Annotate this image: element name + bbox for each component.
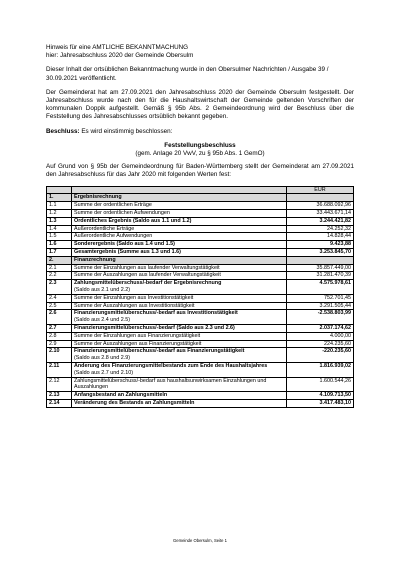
row-label: Außerordentliche Aufwendungen: [74, 233, 153, 240]
row-sublabel: (Saldo aus 2.1 und 2.2): [74, 287, 131, 293]
row-label: Summe der ordentlichen Aufwendungen: [74, 210, 170, 217]
row-label: Finanzierungsmittelüberschuss/-bedarf aus Finanzierungstätigkeit: [74, 348, 245, 355]
table-row: [47, 302, 354, 310]
row-number: 2.4: [47, 294, 72, 302]
table-row: [47, 210, 354, 218]
row-number: 1.2: [47, 210, 72, 218]
row-label-cell: [72, 392, 287, 400]
row-label-cell: [72, 377, 287, 392]
row-label: Gesamtergebnis (Summe aus 1.3 und 1.6): [74, 249, 181, 256]
row-sublabel: (Saldo aus 2.4 und 2.5): [74, 317, 131, 324]
row-number: 2.13: [47, 392, 72, 400]
table-row: [47, 310, 354, 325]
row-label: Summe der Auszahlungen aus laufender Verwaltungstätigkeit: [74, 272, 221, 279]
row-label: Summe der Einzahlungen aus Finanzierungstätigkeit: [74, 332, 201, 339]
row-label: Zahlungsmittelüberschuss/-bedarf aus haushaltsunwirksamen Einzahlungen und Auszahlungen: [74, 377, 267, 391]
table-row: [47, 392, 354, 400]
row-number: 1.3: [47, 217, 72, 225]
row-number: 2.6: [47, 310, 72, 325]
row-amount: 3.417.483,10: [287, 399, 354, 407]
row-label: Finanzrechnung: [74, 256, 116, 263]
row-label: Summe der Einzahlungen aus laufender Verwaltungstätigkeit: [74, 264, 220, 271]
row-number: 2.3: [47, 280, 72, 295]
table-row: [47, 324, 354, 332]
table-row: [47, 225, 354, 233]
table-row: [47, 272, 354, 280]
page-footer: Gemeinde Obersulm, Seite 1: [173, 538, 227, 543]
row-amount: 9.423,88: [287, 241, 354, 249]
row-label-cell: [72, 340, 287, 348]
table-row: [47, 217, 354, 225]
row-label: Außerordentliche Erträge: [74, 225, 135, 232]
row-label: Summe der ordentlichen Erträge: [74, 202, 152, 209]
row-amount: 35.857.449,00: [287, 264, 354, 272]
row-number: 2.5: [47, 302, 72, 310]
decision-text: Es wird einstimmig beschlossen:: [79, 127, 173, 135]
row-label: Änderung des Finanzierungsmittelbestands zum Ende des Haushaltsjahres: [74, 362, 268, 369]
currency-header: EUR: [287, 186, 354, 194]
council-paragraph: Der Gemeinderat hat am 27.09.2021 den Jahresabschluss 2020 der Gemeinde Obersulm festgestellt. Der Jahresabschluss wurde nach den für die Haushaltswirtschaft der Gemeinde geltenden Vorschriften der kommunalen Doppik aufgestellt. Gemäß § 95b Abs. 2 Gemeindeordnung wird der Beschluss über die Feststellung des Jahresabschlusses ortsüblich bekannt gegeben.: [46, 88, 354, 121]
row-number: 2.: [47, 256, 72, 264]
row-label-cell: [72, 210, 287, 218]
row-label: Anfangsbestand an Zahlungsmitteln: [74, 392, 168, 399]
notice-line-1: Hinweis für eine AMTLICHE BEKANNTMACHUNG: [46, 44, 189, 51]
row-label-cell: [72, 272, 287, 280]
table-row: [47, 194, 354, 202]
row-label-cell: [72, 302, 287, 310]
table-row: [47, 332, 354, 340]
row-number: 1.6: [47, 241, 72, 249]
row-sublabel: (Saldo aus 2.8 und 2.9): [74, 355, 131, 362]
row-amount: 33.443.671,14: [287, 210, 354, 218]
row-amount: 4.000,00: [287, 332, 354, 340]
row-number: 1.5: [47, 233, 72, 241]
table-row: [47, 264, 354, 272]
row-label-cell: [72, 294, 287, 302]
table-row: [47, 202, 354, 210]
row-number: 1.: [47, 194, 72, 202]
row-number: 2.9: [47, 340, 72, 348]
row-number: 2.11: [47, 362, 72, 377]
table-row: [47, 280, 354, 295]
row-label: Zahlungsmittelüberschuss/-bedarf der Ergebnisrechnung: [74, 280, 222, 287]
row-label: Veränderung des Bestands an Zahlungsmitteln: [74, 399, 195, 406]
row-amount: 24.252,32: [287, 225, 354, 233]
decision-line: [46, 128, 354, 136]
row-number: 2.7: [47, 324, 72, 332]
decision-label: Beschluss:: [46, 127, 80, 135]
lead-text: Auf Grund von § 95b der Gemeindeordnung für Baden-Württemberg stellt der Gemeinderat am 27.09.2021 den Jahresabschluss für das Jahr 2020 mit folgenden Werten fest:: [46, 163, 354, 179]
row-label-cell: [72, 324, 287, 332]
row-amount: 1.600.544,26: [287, 377, 354, 392]
row-label: Ergebnisrechnung: [74, 194, 122, 201]
table-row: [47, 362, 354, 377]
row-number: 1.7: [47, 249, 72, 257]
row-amount: [287, 194, 354, 202]
row-amount: 3.253.845,70: [287, 249, 354, 257]
row-label: Finanzierungsmittelüberschuss/-bedarf (Saldo aus 2.3 und 2.6): [74, 324, 235, 331]
resolution-subtitle: (gem. Anlage 20 VwV, zu § 95b Abs. 1 GemO): [135, 150, 265, 158]
financial-table: [46, 186, 354, 408]
table-row: [47, 241, 354, 249]
intro-text: Dieser Inhalt der ortsüblichen Bekanntmachung wurde in den Obersulmer Nachrichten / Ausgabe 39 / 30.09.2021 veröffentlicht.: [46, 66, 329, 82]
table-row: [47, 340, 354, 348]
row-label-cell: [72, 280, 287, 295]
row-label-cell: [72, 233, 287, 241]
row-number: 1.4: [47, 225, 72, 233]
row-sublabel: (Saldo aus 2.7 und 2.10): [74, 369, 134, 376]
row-number: 2.14: [47, 399, 72, 407]
row-amount: 36.688.092,96: [287, 202, 354, 210]
table-row: [47, 377, 354, 392]
row-label: Summe der Einzahlungen aus Investitionstätigkeit: [74, 294, 194, 301]
table-row: [47, 348, 354, 363]
row-amount: -220.235,60: [287, 348, 354, 363]
notice-line-2: hier: Jahresabschluss 2020 der Gemeinde Obersulm: [46, 52, 194, 60]
row-label-cell: [72, 362, 287, 377]
row-number: 2.12: [47, 377, 72, 392]
table-row: [47, 233, 354, 241]
row-label-cell: [72, 249, 287, 257]
row-amount: 4.575.978,61: [287, 280, 354, 295]
row-amount: 1.816.939,02: [287, 362, 354, 377]
row-label-cell: [72, 194, 287, 202]
table-row: [47, 399, 354, 407]
row-label-cell: [72, 348, 287, 363]
row-label-cell: [72, 241, 287, 249]
row-amount: [287, 256, 354, 264]
notice-header: [46, 44, 354, 60]
row-label-cell: [72, 256, 287, 264]
row-amount: 3.244.421,82: [287, 217, 354, 225]
row-label: Sonderergebnis (Saldo aus 1.4 und 1.5): [74, 241, 175, 248]
row-label-cell: [72, 264, 287, 272]
row-amount: 14.828,44: [287, 233, 354, 241]
row-number: 2.10: [47, 348, 72, 363]
resolution-title: Feststellungsbeschluss: [164, 141, 236, 149]
row-label: Ordentliches Ergebnis (Saldo aus 1.1 und 1.2): [74, 217, 192, 224]
table-header-empty-2: [72, 186, 287, 194]
row-amount: 3.291.505,44: [287, 302, 354, 310]
table-header-row: [47, 186, 354, 194]
table-header-empty-1: [47, 186, 72, 194]
row-label: Summe der Auszahlungen aus Finanzierungstätigkeit: [74, 340, 202, 347]
resolution-heading: [46, 142, 354, 158]
row-label: Finanzierungsmittelüberschuss/-bedarf aus Investitionstätigkeit: [74, 310, 238, 317]
row-label-cell: [72, 310, 287, 325]
row-number: 1.1: [47, 202, 72, 210]
row-label-cell: [72, 332, 287, 340]
row-label-cell: [72, 217, 287, 225]
row-label-cell: [72, 399, 287, 407]
row-amount: 31.281.470,39: [287, 272, 354, 280]
row-label-cell: [72, 225, 287, 233]
row-label-cell: [72, 202, 287, 210]
row-amount: 2.037.174,62: [287, 324, 354, 332]
row-number: 2.2: [47, 272, 72, 280]
row-amount: -2.538.803,99: [287, 310, 354, 325]
table-row: [47, 256, 354, 264]
row-number: 2.1: [47, 264, 72, 272]
table-row: [47, 249, 354, 257]
row-amount: 752.701,45: [287, 294, 354, 302]
table-row: [47, 294, 354, 302]
row-amount: 4.109.713,50: [287, 392, 354, 400]
row-amount: 224.235,60: [287, 340, 354, 348]
row-number: 2.8: [47, 332, 72, 340]
row-label: Summe der Auszahlungen aus Investitionstätigkeit: [74, 302, 195, 309]
